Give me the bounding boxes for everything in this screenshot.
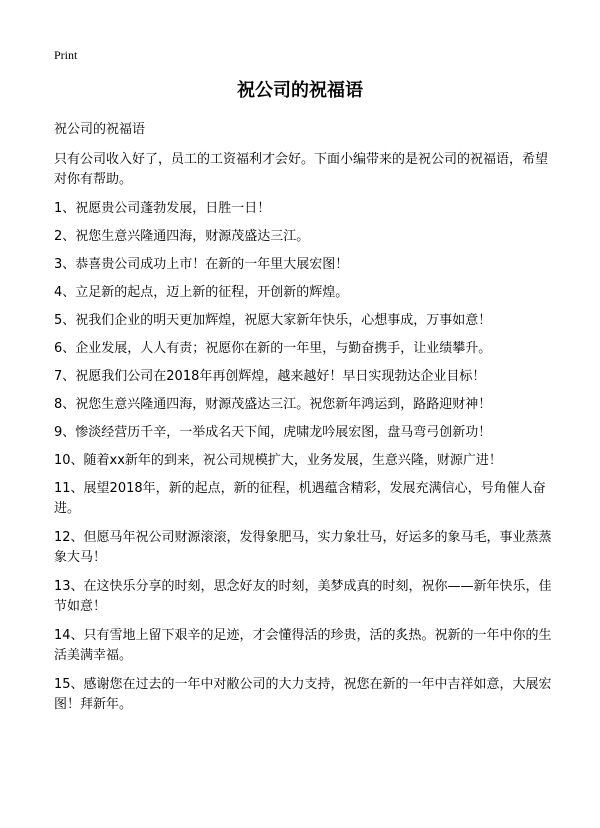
list-item: 5、祝我们企业的明天更加辉煌，祝愿大家新年快乐，心想事成，万事如意！ — [54, 313, 492, 328]
list-item: 13、在这快乐分享的时刻，思念好友的时刻，美梦成真的时刻，祝你——新年快乐，佳节如意！ — [54, 579, 552, 614]
list-item: 3、恭喜贵公司成功上市！在新的一年里大展宏图！ — [54, 257, 349, 272]
intro-paragraph: 只有公司收入好了，员工的工资福利才会好。下面小编带来的是祝公司的祝福语，希望对你有帮助。 — [54, 152, 549, 187]
list-item: 1、祝愿贵公司蓬勃发展，日胜一日！ — [54, 201, 271, 216]
page-title: 祝公司的祝福语 — [237, 80, 363, 101]
article-body — [54, 120, 554, 724]
list-item: 9、惨淡经营历千辛，一举成名天下闻，虎啸龙吟展宏图，盘马弯弓创新功！ — [54, 425, 492, 440]
article-subtitle: 祝公司的祝福语 — [54, 122, 146, 137]
list-item: 4、立足新的起点，迈上新的征程，开创新的辉煌。 — [54, 285, 349, 300]
list-item: 2、祝您生意兴隆通四海，财源茂盛达三江。 — [54, 229, 310, 244]
list-item: 8、祝您生意兴隆通四海，财源茂盛达三江。祝您新年鸿运到，路路迎财神！ — [54, 397, 492, 412]
list-item: 14、只有雪地上留下艰辛的足迹，才会懂得活的珍贵，活的炙热。祝新的一年中你的生活美满幸福。 — [54, 628, 552, 663]
list-item: 12、但愿马年祝公司财源滚滚，发得象肥马，实力象壮马，好运多的象马毛，事业蒸蒸象大马！ — [54, 530, 552, 565]
list-item: 6、企业发展，人人有责；祝愿你在新的一年里，与勤奋携手，让业绩攀升。 — [54, 341, 492, 356]
list-item: 7、祝愿我们公司在2018年再创辉煌，越来越好！早日实现勃达企业目标！ — [54, 369, 486, 384]
list-item: 10、随着xx新年的到来，祝公司规模扩大，业务发展，生意兴隆，财源广进！ — [54, 453, 502, 468]
list-item: 11、展望2018年，新的起点，新的征程，机遇蕴含精彩，发展充满信心，号角催人奋进。 — [54, 481, 546, 516]
print-link[interactable]: Print — [54, 48, 78, 62]
list-item: 15、感谢您在过去的一年中对敝公司的大力支持，祝您在新的一年中吉祥如意，大展宏图！拜新年。 — [54, 677, 552, 712]
